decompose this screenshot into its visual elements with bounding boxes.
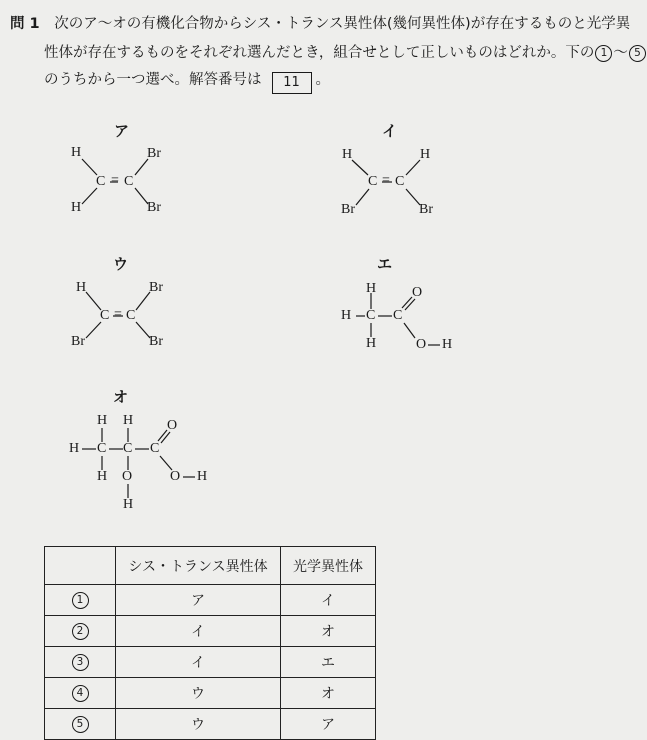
atom: H — [197, 469, 208, 484]
atom: H — [341, 308, 352, 323]
atom: Br — [147, 200, 161, 215]
answer-number-box[interactable]: 11 — [272, 72, 312, 94]
question-text-3: のうちから一つ選べ。解答番号は — [44, 72, 262, 88]
molecule-u-label: ウ — [113, 255, 129, 273]
atom: H — [366, 336, 377, 351]
double-bond: = — [114, 307, 122, 322]
table-header-row — [45, 547, 376, 585]
atom: H — [442, 337, 453, 352]
choice-number: 4 — [72, 685, 89, 702]
choice-cell[interactable] — [45, 616, 116, 647]
atom: H — [76, 280, 87, 295]
atom: Br — [147, 146, 161, 161]
choice-number: 1 — [72, 592, 89, 609]
atom: H — [69, 441, 80, 456]
table-row[interactable] — [45, 709, 376, 740]
table-row[interactable] — [45, 678, 376, 709]
atom: C — [96, 174, 106, 189]
question-text-3-end: 。 — [315, 72, 330, 88]
molecule-i-label: イ — [382, 122, 398, 140]
atom: C — [395, 174, 405, 189]
cis-trans-cell: ア — [116, 585, 281, 616]
choice-number: 2 — [72, 623, 89, 640]
atom: C — [123, 441, 133, 456]
atom: C — [393, 308, 403, 323]
atom: Br — [71, 334, 85, 349]
atom: C — [368, 174, 378, 189]
atom: H — [366, 281, 377, 296]
atom: H — [71, 200, 82, 215]
choice-cell[interactable] — [45, 709, 116, 740]
optical-cell: オ — [281, 616, 376, 647]
atom: O — [167, 418, 178, 433]
cis-trans-cell: ウ — [116, 709, 281, 740]
question-text-1: 次のア～オの有機化合物からシス・トランス異性体(幾何異性体)が存在するものと光学異 — [54, 16, 631, 32]
double-bond: = — [111, 173, 119, 188]
atom: H — [420, 147, 431, 162]
atom: Br — [419, 202, 433, 217]
atom: C — [100, 308, 110, 323]
header-cis-trans: シス・トランス異性体 — [116, 547, 281, 585]
atom: H — [97, 413, 108, 428]
optical-cell: オ — [281, 678, 376, 709]
choice-number: 3 — [72, 654, 89, 671]
optical-cell: エ — [281, 647, 376, 678]
choice-cell[interactable] — [45, 647, 116, 678]
atom: O — [416, 337, 427, 352]
table-row[interactable] — [45, 647, 376, 678]
cis-trans-cell: イ — [116, 616, 281, 647]
cis-trans-cell: ウ — [116, 678, 281, 709]
atom: H — [97, 469, 108, 484]
atom: H — [123, 413, 134, 428]
range-separator: ～ — [613, 45, 628, 61]
atom: H — [123, 497, 134, 512]
cis-trans-cell: イ — [116, 647, 281, 678]
atom: C — [124, 174, 134, 189]
header-choice — [45, 547, 116, 585]
molecule-a-label: ア — [114, 122, 130, 140]
molecule-e-label: エ — [377, 255, 393, 273]
answer-table — [44, 546, 376, 740]
atom: C — [126, 308, 136, 323]
atom: C — [97, 441, 107, 456]
table-row[interactable] — [45, 616, 376, 647]
header-optical: 光学異性体 — [281, 547, 376, 585]
choice-cell[interactable] — [45, 585, 116, 616]
atom: Br — [149, 334, 163, 349]
question-text-2: 性体が存在するものをそれぞれ選んだとき，組合せとして正しいものはどれか。下の — [44, 45, 595, 61]
atom: C — [150, 441, 160, 456]
question-number: 問 1 — [10, 16, 40, 32]
atom: Br — [341, 202, 355, 217]
atom: O — [170, 469, 181, 484]
atom: H — [342, 147, 353, 162]
optical-cell: ア — [281, 709, 376, 740]
atom: H — [71, 145, 82, 160]
molecule-o-label: オ — [113, 388, 129, 406]
circled-number-end: 5 — [629, 45, 646, 62]
circled-number-start: 1 — [595, 45, 612, 62]
choice-number: 5 — [72, 716, 89, 733]
atom: O — [412, 285, 423, 300]
atom: Br — [149, 280, 163, 295]
atom: C — [366, 308, 376, 323]
choice-cell[interactable] — [45, 678, 116, 709]
optical-cell: イ — [281, 585, 376, 616]
atom: O — [122, 469, 133, 484]
table-row[interactable] — [45, 585, 376, 616]
double-bond: = — [382, 173, 390, 188]
